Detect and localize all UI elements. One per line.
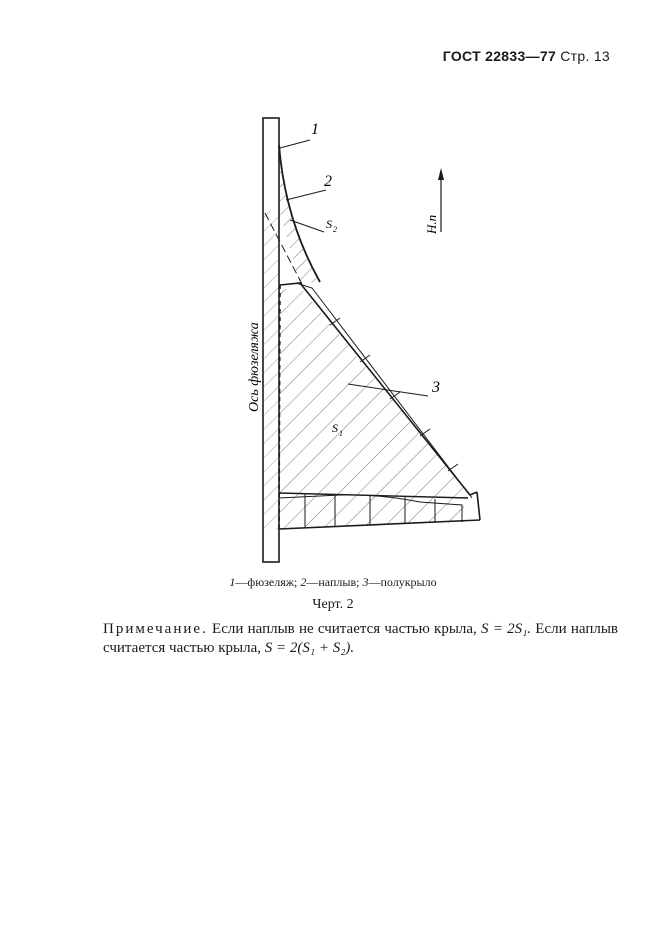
note-lead: Примечание.	[103, 621, 208, 637]
note-formula-1: S = 2S₁.	[481, 621, 532, 637]
note-formula-2: S = 2(S₁ + S₂).	[264, 640, 355, 656]
figure-legend: 1—фюзеляж; 2—наплыв; 3—полукрыло	[229, 575, 437, 589]
figure-title: Черт. 2	[312, 597, 354, 612]
callout-1	[280, 121, 319, 148]
standard-number: ГОСТ 22833—77	[442, 48, 557, 64]
half-wing	[279, 283, 480, 530]
direction-label: Н.п	[424, 214, 439, 234]
page-number: Стр. 13	[560, 48, 610, 64]
callout-1-label: 1	[311, 121, 319, 138]
callout-3-label: 3	[432, 379, 440, 396]
note-paragraph	[103, 620, 618, 658]
callout-2-label: 2	[324, 173, 332, 190]
note-text-2: Если наплыв считается частью крыла,	[103, 621, 618, 656]
callout-2	[286, 173, 332, 200]
note-text-1: Если наплыв не считается частью крыла,	[212, 621, 477, 637]
svg-text:S: S	[326, 217, 332, 231]
svg-text:1: 1	[339, 429, 343, 438]
svg-text:2: 2	[333, 225, 337, 234]
fuselage-axis-label: Ось фюзеляжа	[247, 322, 262, 412]
fuselage	[263, 118, 279, 562]
svg-text:S: S	[332, 421, 338, 435]
